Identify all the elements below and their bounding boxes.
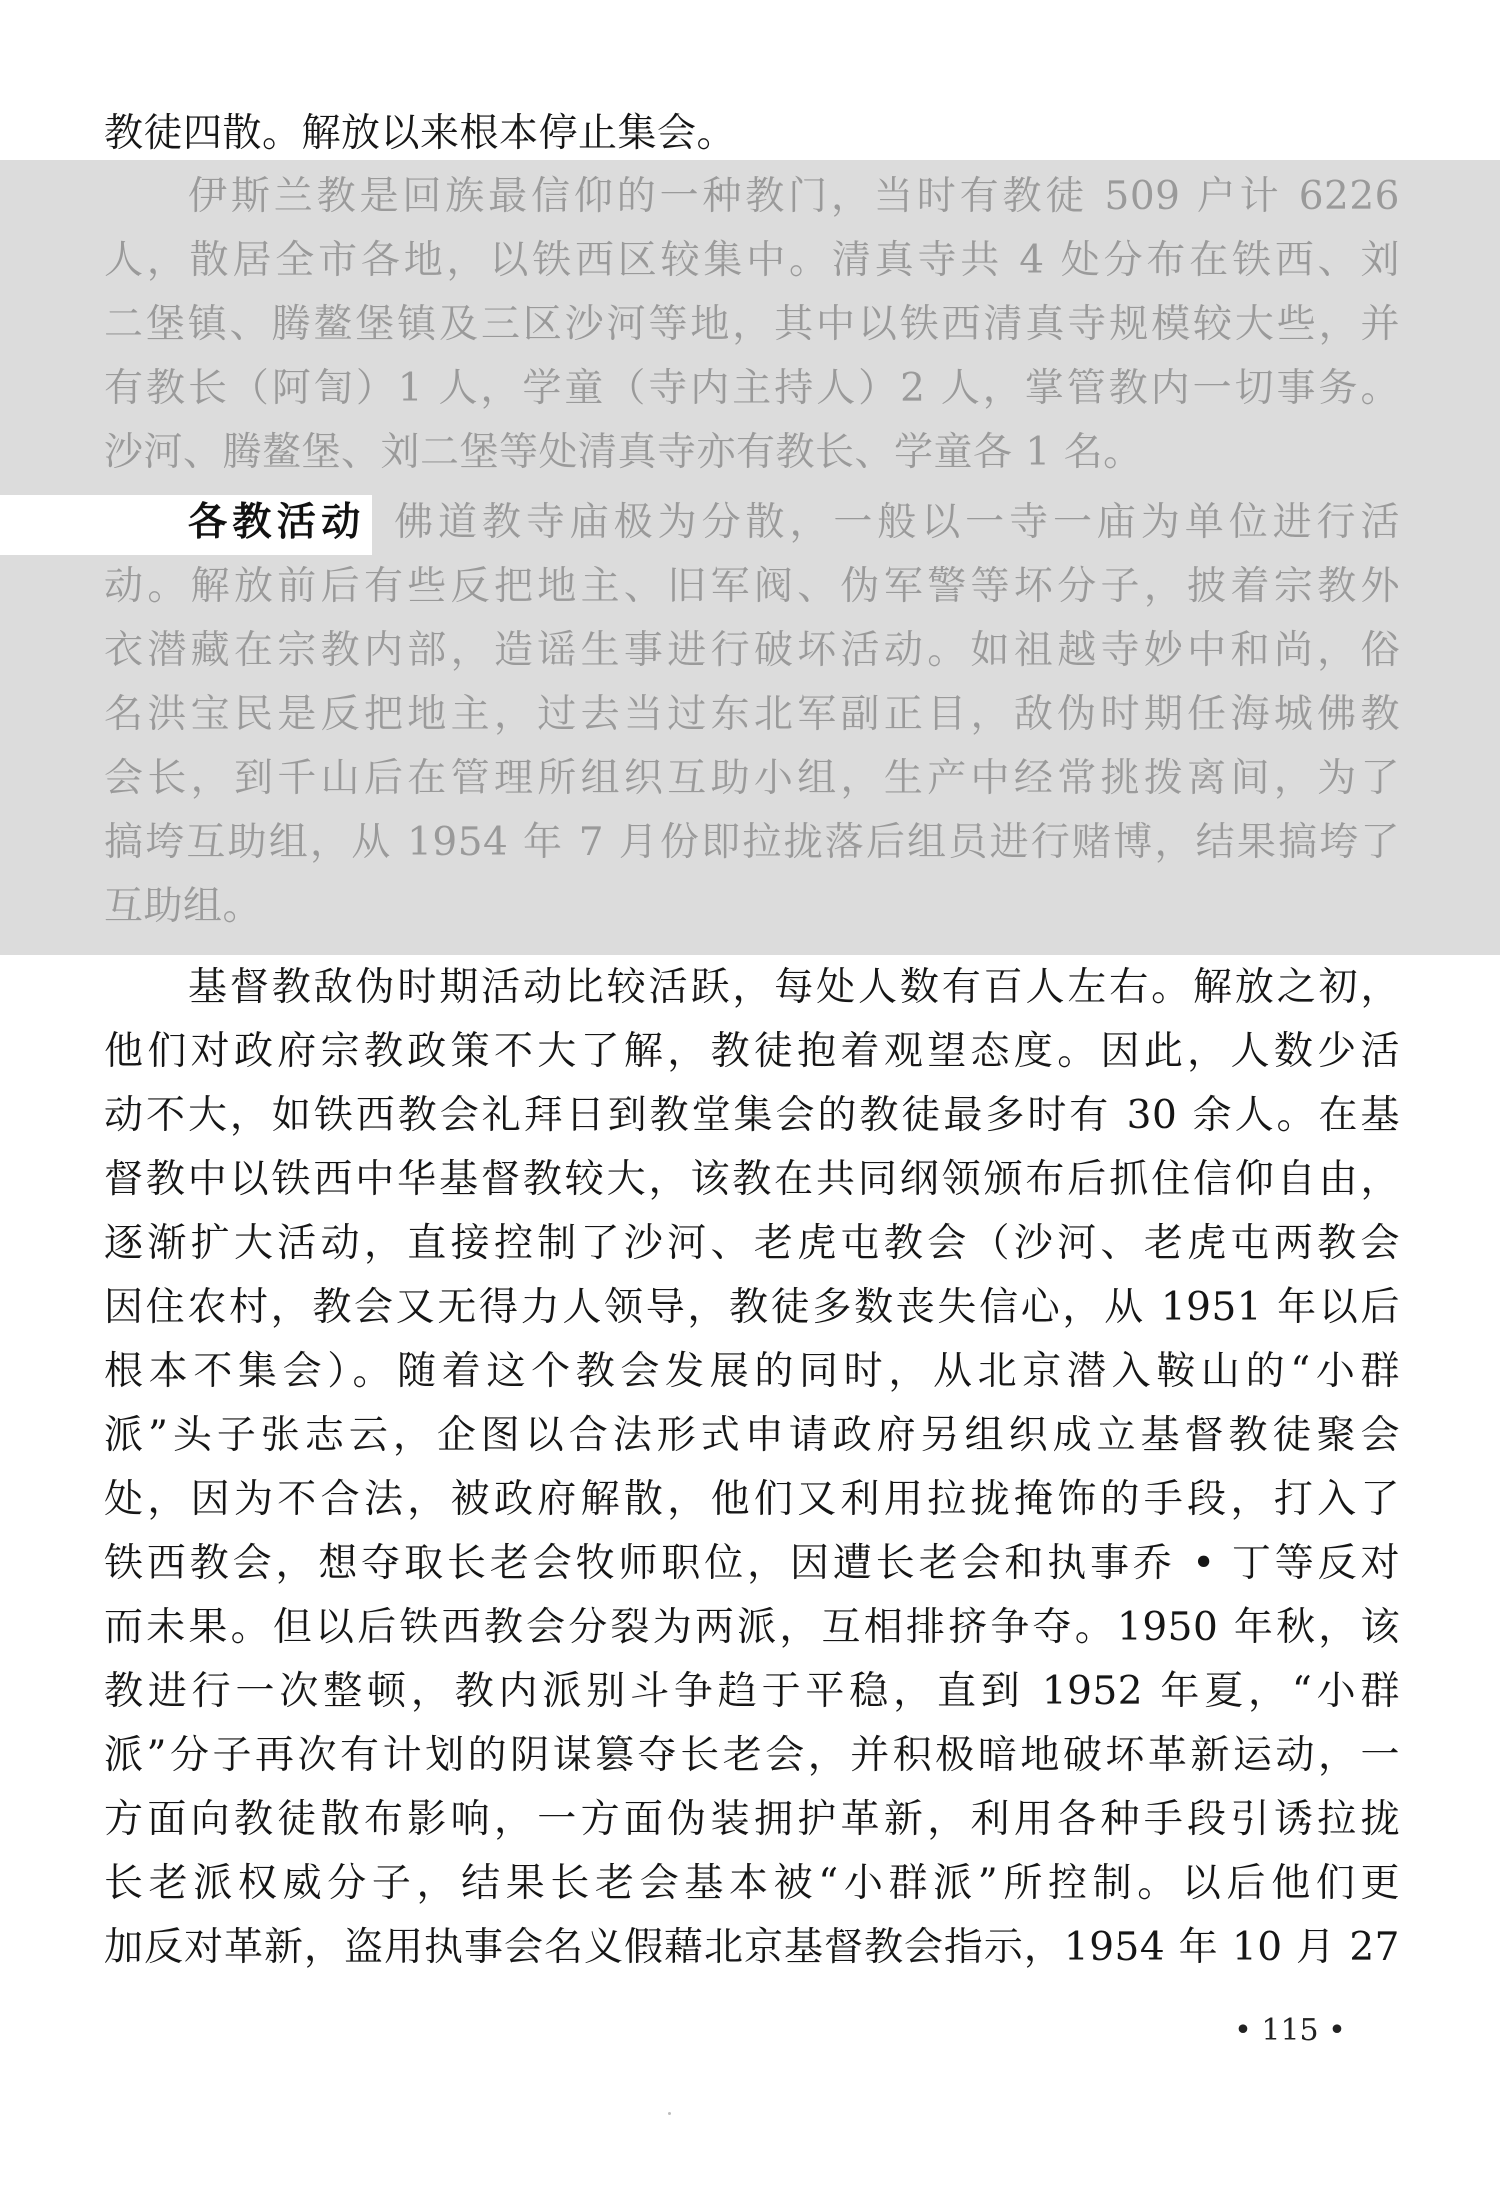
text-line: 处，因为不合法，被政府解散，他们又利用拉拢掩饰的手段，打入了 <box>104 1477 1400 1522</box>
text-line: 方面向教徒散布影响，一方面伪装拥护革新，利用各种手段引诱拉拢 <box>104 1797 1400 1842</box>
text-line: 人，散居全市各地，以铁西区较集中。清真寺共 4 处分布在铁西、刘 <box>104 238 1400 283</box>
text-line: 搞垮互助组，从 1954 年 7 月份即拉拢落后组员进行赌博，结果搞垮了 <box>104 820 1400 865</box>
text-line: 教进行一次整顿，教内派别斗争趋于平稳，直到 1952 年夏，“小群 <box>104 1669 1400 1714</box>
section-heading: 各教活动 <box>188 500 366 545</box>
text-line: 逐渐扩大活动，直接控制了沙河、老虎屯教会（沙河、老虎屯两教会 <box>104 1221 1400 1266</box>
text-line: 铁西教会，想夺取长老会牧师职位，因遭长老会和执事乔 • 丁等反对 <box>104 1541 1400 1586</box>
text-line: 督教中以铁西中华基督教较大，该教在共同纲领颁布后抓住信仰自由， <box>104 1157 1400 1202</box>
text-line: 动不大，如铁西教会礼拜日到教堂集会的教徒最多时有 30 余人。在基 <box>104 1093 1400 1138</box>
text-line: 会长，到千山后在管理所组织互助小组，生产中经常挑拨离间，为了 <box>104 756 1400 801</box>
text-line: 加反对革新，盗用执事会名义假藉北京基督教会指示，1954 年 10 月 27 <box>104 1925 1400 1970</box>
text-line: 教徒四散。解放以来根本停止集会。 <box>104 111 737 156</box>
text-line: 因住农村，教会又无得力人领导，教徒多数丧失信心，从 1951 年以后 <box>104 1285 1400 1330</box>
text-line: 长老派权威分子，结果长老会基本被“小群派”所控制。以后他们更 <box>104 1861 1400 1906</box>
text-line: 有教长（阿訇）1 人，学童（寺内主持人）2 人，掌管教内一切事务。 <box>104 366 1400 411</box>
text-line: 二堡镇、腾鳌堡镇及三区沙河等地，其中以铁西清真寺规模较大些，并 <box>104 302 1400 347</box>
page-number: • 115 • <box>1234 2013 1346 2048</box>
text-line: 而未果。但以后铁西教会分裂为两派，互相排挤争夺。1950 年秋，该 <box>104 1605 1400 1650</box>
text-line: 派”分子再次有计划的阴谋篡夺长老会，并积极暗地破坏革新运动，一 <box>104 1733 1400 1778</box>
text-line: 名洪宝民是反把地主，过去当过东北军副正目，敌伪时期任海城佛教 <box>104 692 1400 737</box>
paragraph-christianity <box>104 956 1400 1980</box>
text-line: 沙河、腾鳌堡、刘二堡等处清真寺亦有教长、学童各 1 名。 <box>104 430 1143 475</box>
text-line: 派”头子张志云，企图以合法形式申请政府另组织成立基督教徒聚会 <box>104 1413 1400 1458</box>
text-line: 衣潜藏在宗教内部，造谣生事进行破坏活动。如祖越寺妙中和尚，俗 <box>104 628 1400 673</box>
paragraph-islam <box>104 165 1400 485</box>
text-line: 伊斯兰教是回族最信仰的一种教门，当时有教徒 509 户计 6226 <box>188 174 1400 219</box>
text-run: 佛道教寺庙极为分散，一般以一寺一庙为单位进行活 <box>389 500 1400 545</box>
paragraph-continuation <box>104 102 1400 166</box>
text-line: 根本不集会）。随着这个教会发展的同时，从北京潜入鞍山的“小群 <box>104 1349 1400 1394</box>
text-line: 动。解放前后有些反把地主、旧军阀、伪军警等坏分子，披着宗教外 <box>104 564 1400 609</box>
heading-line <box>104 491 1400 555</box>
text-line: 基督教敌伪时期活动比较活跃，每处人数有百人左右。解放之初， <box>188 965 1400 1010</box>
print-speck <box>668 2112 671 2115</box>
text-line: 互助组。 <box>104 884 263 929</box>
text-line: 他们对政府宗教政策不大了解，教徒抱着观望态度。因此，人数少活 <box>104 1029 1400 1074</box>
paragraph-religious-activities <box>104 491 1400 939</box>
